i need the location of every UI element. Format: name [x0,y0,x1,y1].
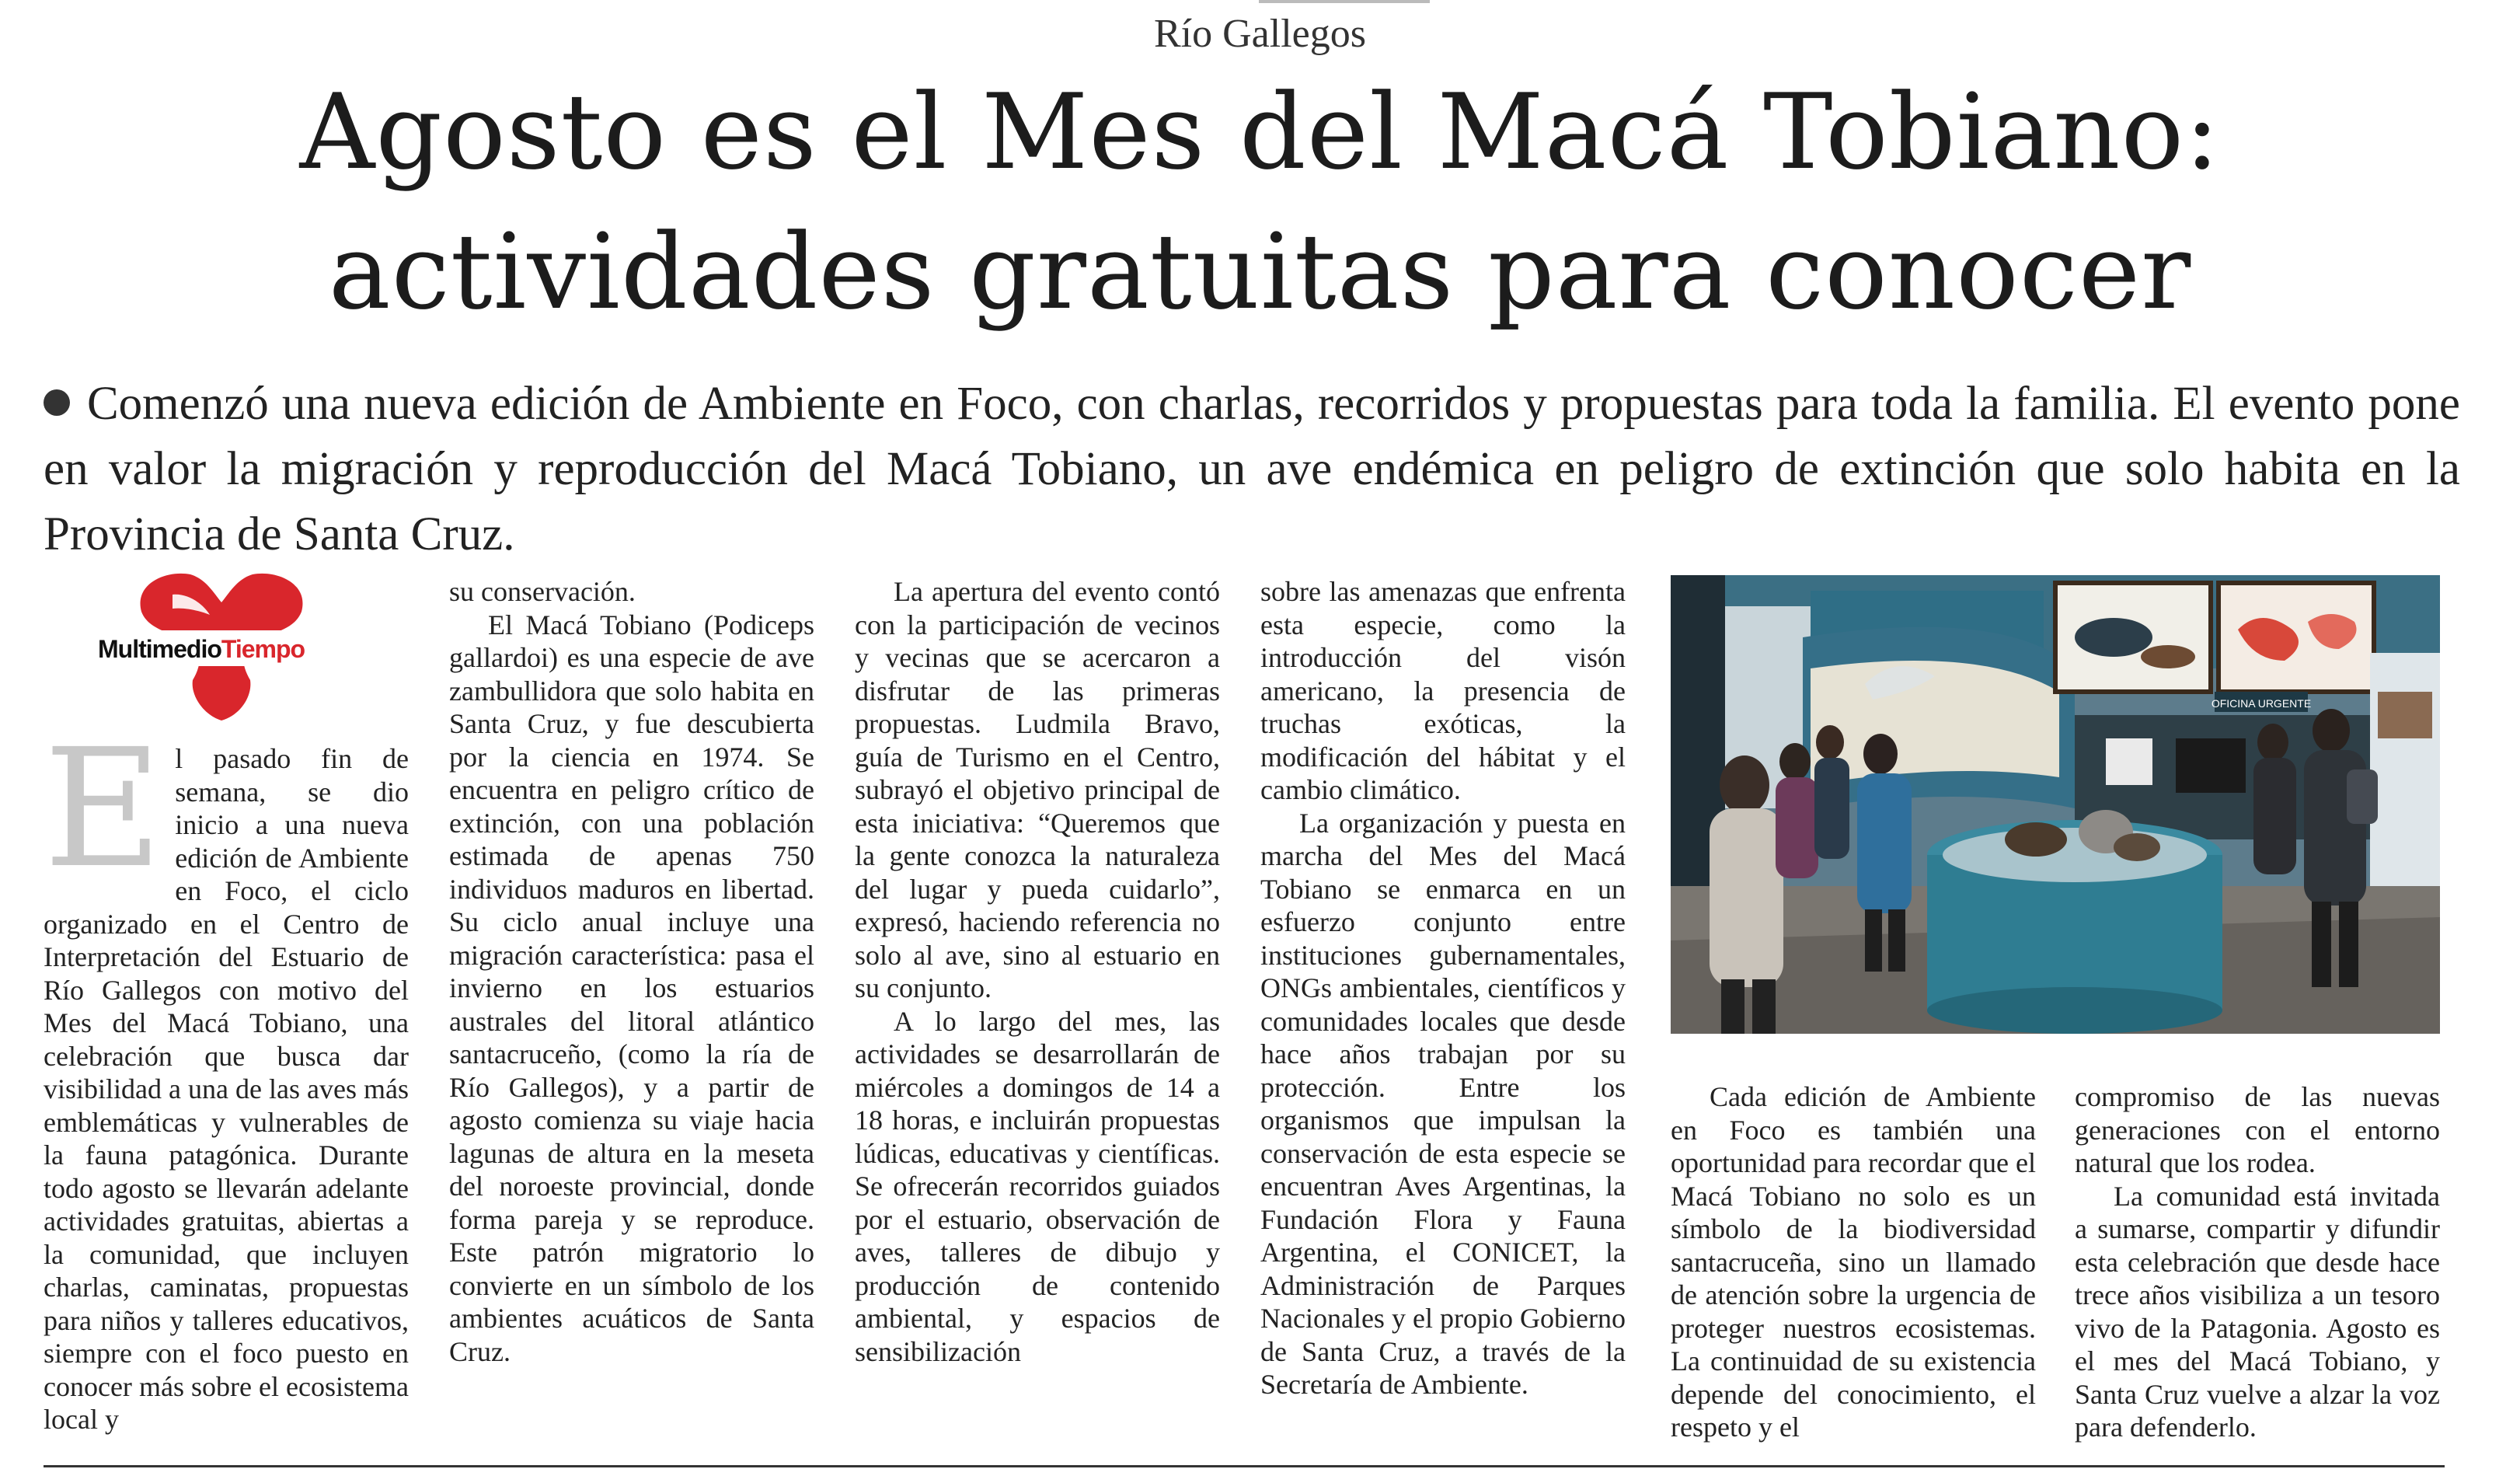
paragraph: compromiso de las nuevas generaciones con el entorno natural que los rodea. [2075,1081,2440,1178]
paragraph: l pasado fin de semana, se dio inicio a una nueva edición de Ambiente en Foco, el ciclo organizado en el Centro de Interpretación del Estuario de Río Gallegos con motivo del Mes del Macá Tobiano, una celebración que busca dar visibilidad a una de las aves más emblemáticas y vulnerables de la fauna patagónica. Durante todo agosto se llevarán adelante actividades gratuitas, abiertas a la comunidad, que incluyen charlas, caminatas, propuestas para niños y talleres educativos, siempre con el foco puesto en conocer más sobre el ecosistema local y [44,743,409,1435]
lead-text: Comenzó una nueva edición de Ambiente en Foco, con charlas, recorridos y propuestas para toda la familia. El evento pone en valor la migración y reproducción del Macá Tobiano, un ave endémica en peligro de extinción que solo habita en la Provincia de Santa Cruz. [44,378,2460,560]
paragraph: Cada edición de Ambiente en Foco es también una oportunidad para recordar que el Macá Tobiano no solo es un símbolo de la biodiversidad santacruceña, sino un llamado de atención sobre la urgencia de proteger nuestros ecosistemas. La continuidad de su existencia depende del conocimiento, el respeto y el [1671,1081,2036,1443]
headline-line-2: actividades gratuitas para conocer [328,211,2192,333]
headline-line-1: Agosto es el Mes del Macá Tobiano: [299,72,2221,193]
bottom-rule [44,1465,2445,1467]
logo-text-tiempo: Tiempo [221,635,305,663]
article-column-1 [44,742,409,1465]
logo-wordmark [98,635,305,664]
paragraph: su conservación. [449,576,636,607]
bullet-icon [44,389,70,416]
paragraph: La organización y puesta en marcha del Mes del Macá Tobiano se enmarca en un esfuerzo conjunto entre instituciones gubernamentales, ONGs ambientales, científicos y comunidades locales que desde hace años trabajan por su protección. Entre los organismos que impulsan la conservación de esta especie se encuentran Aves Argentinas, la Fundación Flora y Fauna Argentina, el CONICET, la Administración de Parques Nacionales y el propio Gobierno de Santa Cruz, a través de la Secretaría de Ambiente. [1260,807,1626,1400]
paragraph: La apertura del evento contó con la participación de vecinos y vecinas que se acercaron a disfrutar de las primeras propuestas. Ludmila Bravo, guía de Turismo en el Centro, subrayó el objetivo principal de esta iniciativa: “Queremos que la gente conozca la naturaleza del lugar y pueda cuidarlo”, expresó, haciendo referencia no solo al ave, sino al estuario en su conjunto. [855,576,1220,1003]
drop-cap: E [44,742,163,904]
article-photo [1671,575,2440,1034]
paragraph: A lo largo del mes, las actividades se desarrollarán de miércoles a domingos de 14 a 18 horas, e incluirán propuestas lúdicas, educativas y científicas. Se ofrecerán recorridos guiados por el estuario, observación de aves, talleres de dibujo y producción de contenido ambiental, y espacios de sensibilización [855,1005,1220,1367]
article-column-4 [1260,575,1626,1465]
article-column-5 [1671,1080,2036,1465]
paragraph: El Macá Tobiano (Podiceps gallardoi) es una especie de ave zambullidora que solo habita en Santa Cruz, y fue descubierta por la ciencia en 1974. Se encuentra en peligro crítico de extinción, con una población estimada de apenas 750 individuos maduros en libertad. Su ciclo anual incluye una migración característica: pasa el invierno en los estuarios australes del litoral atlántico santacruceño, (como la ría de Río Gallegos), y a partir de agosto comienza su viaje hacia lagunas de altura en la meseta del noroeste provincial, donde forma pareja y se reproduce. Este patrón migratorio lo convierte en un símbolo de los ambientes acuáticos de Santa Cruz. [449,609,814,1367]
paragraph: sobre las amenazas que enfrenta esta especie, como la introducción del visón americano, la presencia de truchas exóticas, la modificación del hábitat y el cambio climático. [1260,576,1626,805]
multimedio-tiempo-logo [85,571,365,727]
article-column-2 [449,575,814,1465]
lead-paragraph [44,372,2460,567]
paragraph: La comunidad está invitada a sumarse, compartir y difundir esta celebración que desde hace trece años visibiliza a un tesoro vivo de la Patagonia. Agosto es el mes del Macá Tobiano, y Santa Cruz vuelve a alzar la voz para defenderlo. [2075,1180,2440,1443]
logo-text-multimedio: Multimedio [98,635,221,663]
article-column-3 [855,575,1220,1465]
interpretation-center-photo [1671,575,2440,1034]
top-rule [1259,0,1430,3]
article-column-6 [2075,1080,2440,1465]
sign-text: OFICINA URGENTE [2211,697,2312,710]
section-label: Río Gallegos [1154,12,1366,56]
headline [62,62,2458,342]
